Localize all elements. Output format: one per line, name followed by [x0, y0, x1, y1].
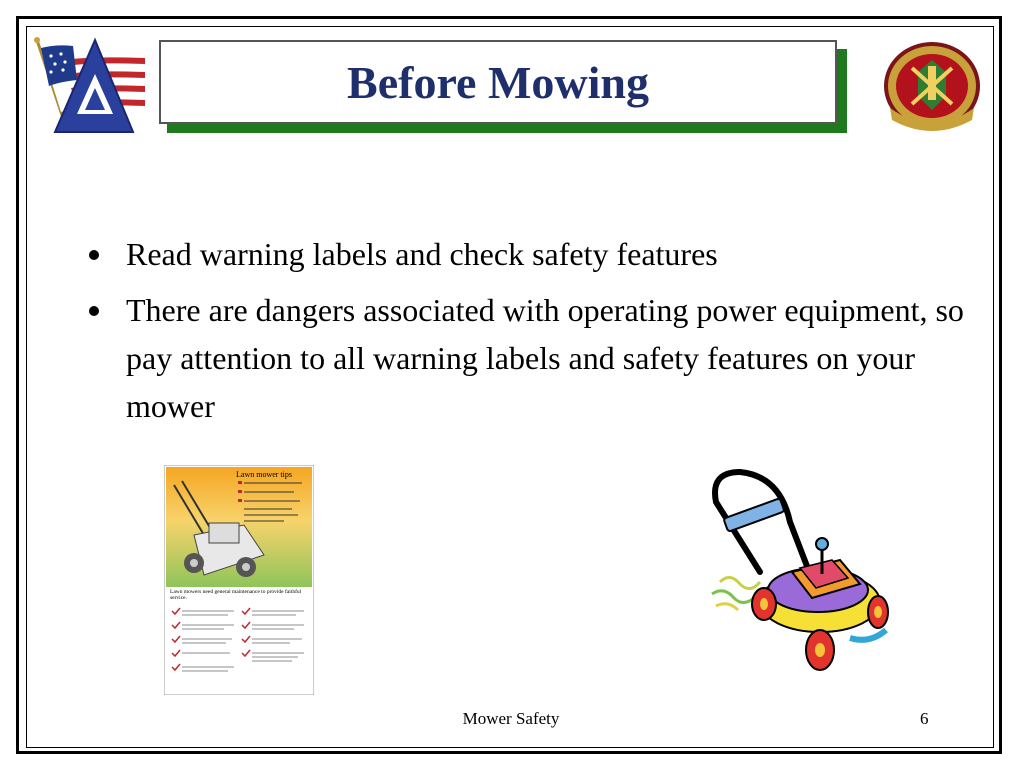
tips-card-heading: Lawn mower tips	[236, 470, 292, 479]
lawn-mower-cartoon-icon	[700, 462, 900, 680]
bullet-list	[86, 230, 966, 438]
bullet-item	[86, 286, 966, 430]
sustain-support-defend-crest-icon	[880, 38, 984, 134]
bullet-text: Read warning labels and check safety features	[126, 236, 718, 272]
flag-triangle-emblem-icon	[33, 34, 151, 138]
bullet-dot-icon	[89, 250, 99, 260]
bullet-item	[86, 230, 966, 278]
bullet-text: There are dangers associated with operating power equipment, so pay attention to all warning labels and safety features on your mower	[126, 292, 964, 424]
title-box	[159, 40, 837, 124]
slide-footer: Mower Safety	[462, 709, 560, 728]
lawn-mower-tips-card	[164, 465, 314, 695]
tips-card-maintenance-heading: Lawn mowers need general maintenance to provide faithful service.	[170, 589, 302, 601]
slide-title: Before Mowing	[347, 56, 649, 108]
bullet-dot-icon	[89, 306, 99, 316]
slide-number: 6	[920, 709, 929, 728]
